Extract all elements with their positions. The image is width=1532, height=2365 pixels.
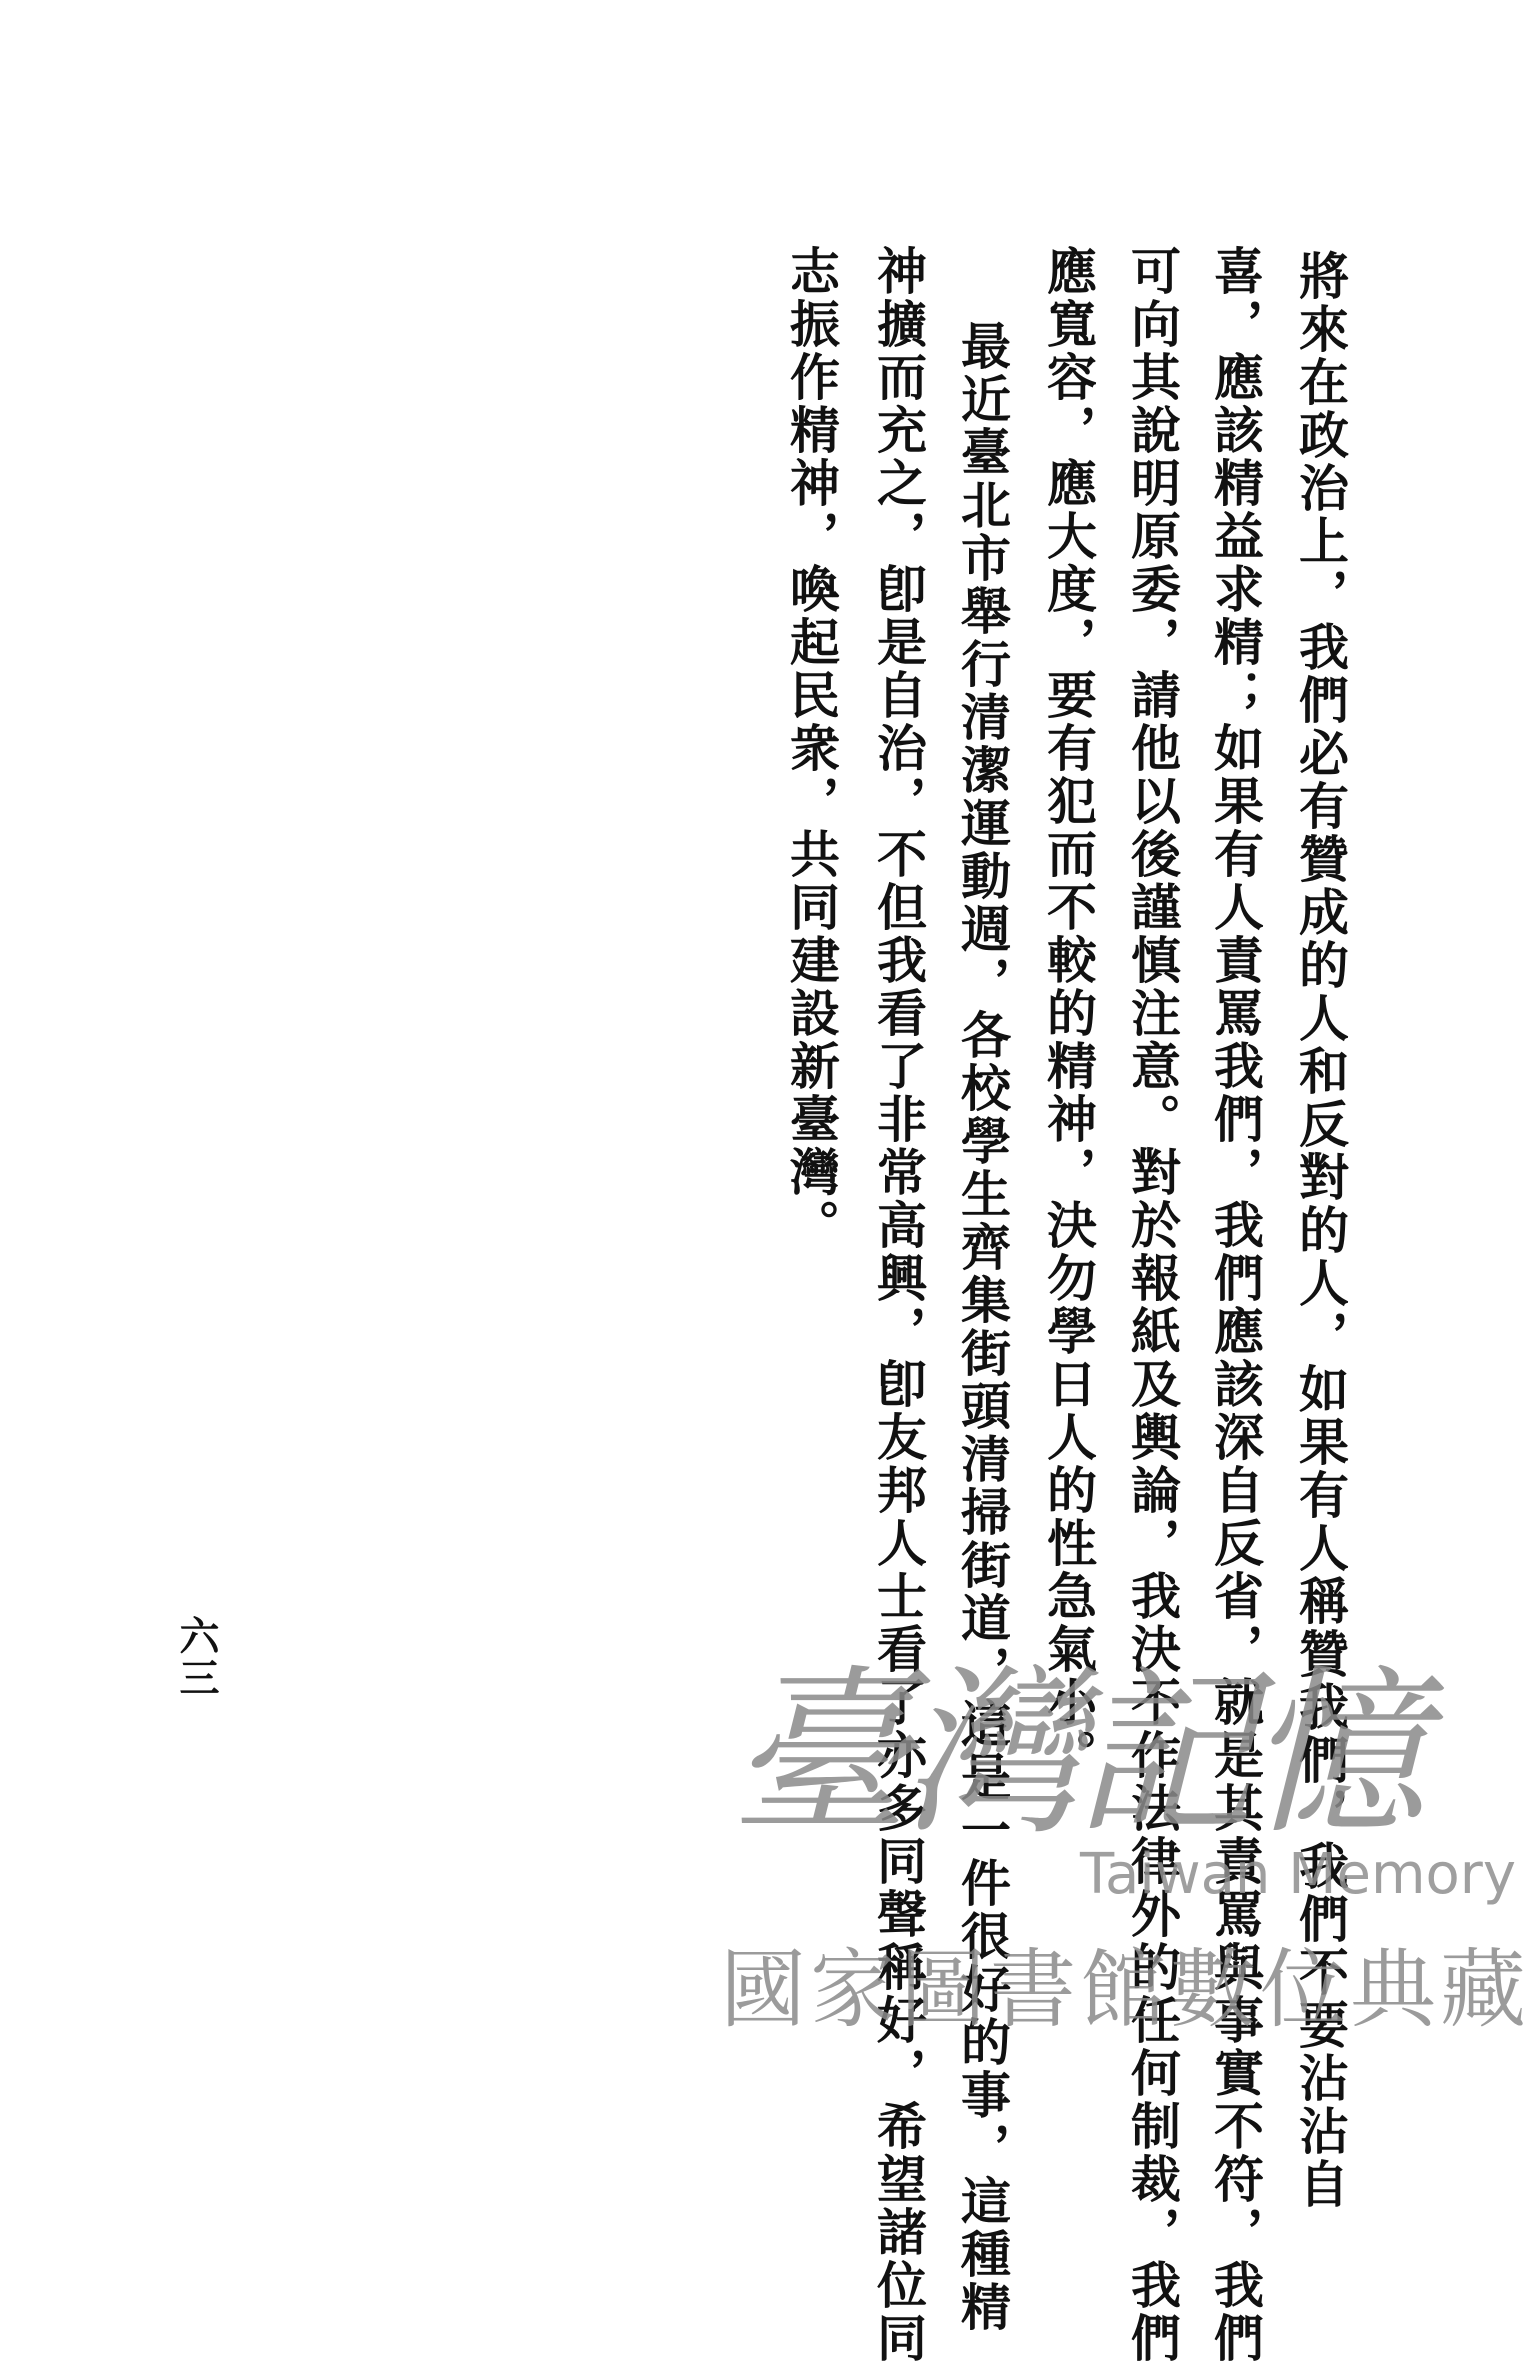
watermark-english-text: Taiwan Memory bbox=[1080, 1842, 1516, 1907]
text-column-1: 將來在政治上，我們必有贊成的人和反對的人，如果有人稱贊我們，我們不要沾沾自 bbox=[1291, 250, 1350, 2211]
text-column-6: 神擴而充之，卽是自治，不但我看了非常高興，卽友邦人士看了亦多同聲稱好，希望諸位同 bbox=[869, 245, 928, 2365]
text-column-2: 喜，應該精益求精；如果有人責罵我們，我們應該深自反省，就是其責罵與事實不符，我們 bbox=[1206, 245, 1265, 2365]
watermark-main-text: 臺灣記憶 bbox=[730, 1650, 1419, 1859]
text-column-3: 可向其說明原委，請他以後謹慎注意。對於報紙及輿論，我決不作法律外的任何制裁，我們 bbox=[1123, 245, 1182, 2365]
text-column-7: 志振作精神，喚起民衆，共同建設新臺灣。 bbox=[782, 245, 841, 1252]
page-number: 六三 bbox=[173, 1615, 220, 1699]
text-column-4: 應寬容，應大度，要有犯而不較的精神，決勿學日人的性急氣小。 bbox=[1039, 245, 1098, 1782]
text-column-5: 最近臺北市舉行清潔運動週，各校學生齊集街頭清掃街道，這是一件很好的事，這種精 bbox=[953, 320, 1012, 2334]
watermark-sub-text: 國家圖書館數位典藏 bbox=[720, 1940, 1530, 2040]
